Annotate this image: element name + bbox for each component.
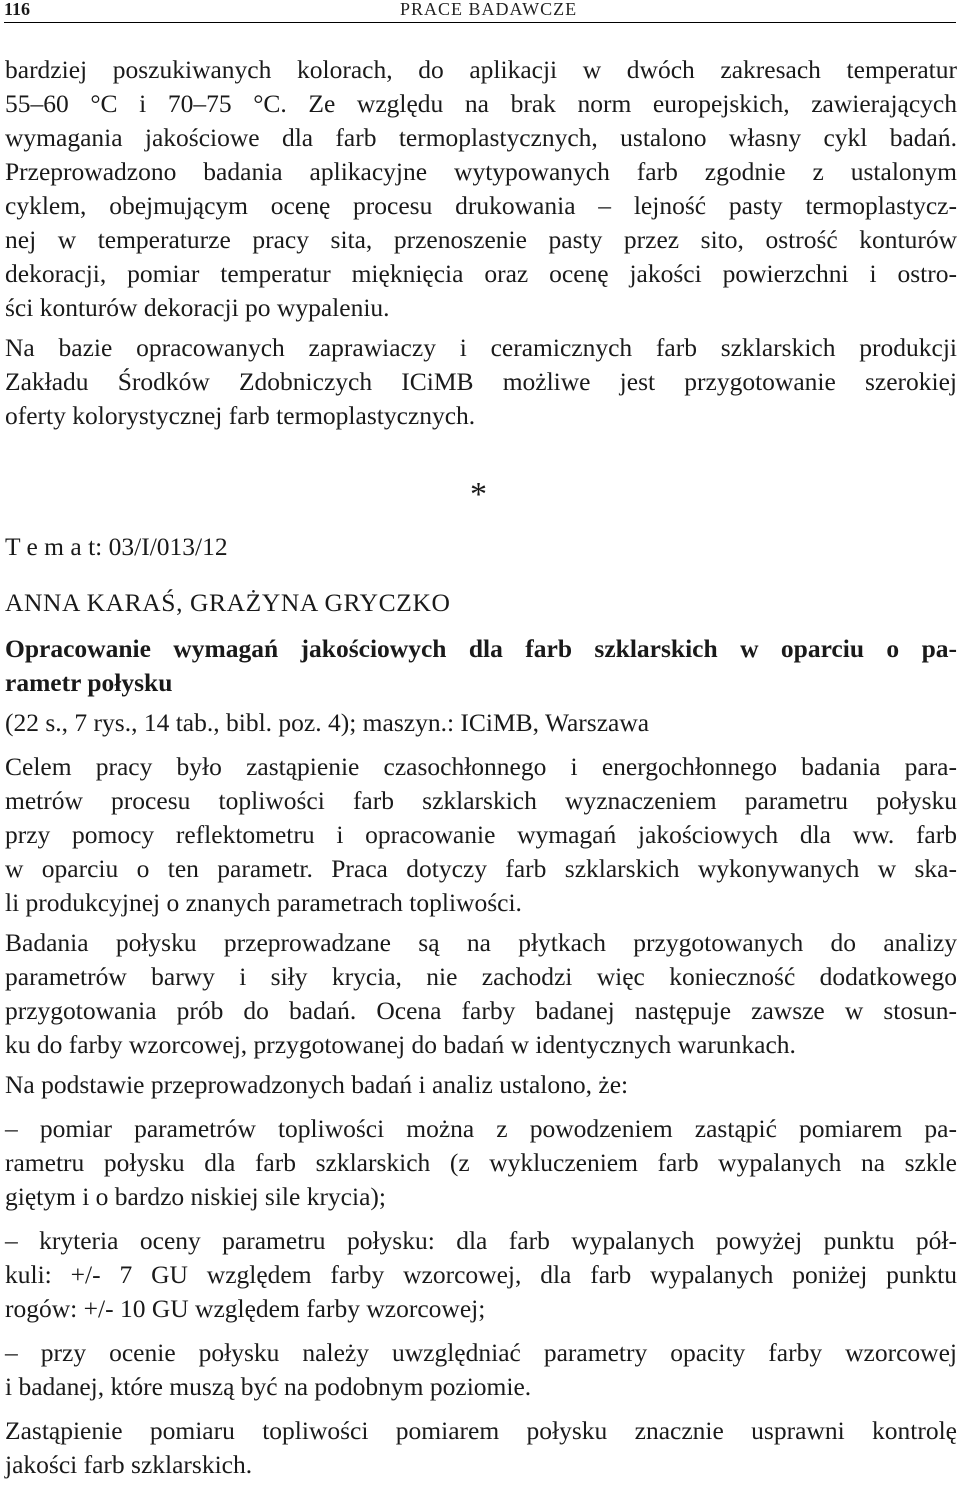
running-header — [4, 0, 956, 23]
text-line: oferty kolorystycznej farb termoplastycznych. — [5, 401, 476, 430]
text-line: jakości farb szklarskich. — [5, 1450, 253, 1479]
abstract-paragraph-1 — [5, 750, 957, 920]
text-line: Zastąpienie pomiaru topliwości pomiarem połysku znacznie usprawni kontrolę — [5, 1416, 957, 1445]
text-line: Badania połysku przeprowadzane są na płytkach przygotowanych do analizy — [5, 928, 957, 957]
text-line: Przeprowadzono badania aplikacyjne wytypowanych farb zgodnie z ustalonym — [5, 157, 957, 186]
text-line: metrów procesu topliwości farb szklarskich wyznaczeniem parametru połysku — [5, 786, 957, 815]
text-line: Celem pracy było zastąpienie czasochłonnego i energochłonnego badania para- — [5, 752, 957, 781]
text-line: – kryteria oceny parametru połysku: dla farb wypalanych powyżej punktu pół- — [5, 1226, 957, 1255]
text-line: przygotowania prób do badań. Ocena farby badanej następuje zawsze w stosun- — [5, 996, 957, 1025]
abstract-conclusion — [5, 1414, 957, 1482]
text-line: – przy ocenie połysku należy uwzględniać parametry opacity farby wzorcowej — [5, 1338, 957, 1367]
text-line: i badanej, które muszą być na podobnym poziomie. — [5, 1372, 532, 1401]
text-line: Na bazie opracowanych zaprawiaczy i ceramicznych farb szklarskich produkcji — [5, 333, 957, 362]
journal-title: PRACE BADAWCZE — [400, 0, 578, 19]
theme-code: T e m a t: 03/I/013/12 — [5, 532, 228, 561]
text-line: wymagania jakościowe dla farb termoplastycznych, ustalono własny cykl badań. — [5, 123, 957, 152]
text-line: bardziej poszukiwanych kolorach, do aplikacji w dwóch zakresach temperatur — [5, 55, 957, 84]
text-line: dekoracji, pomiar temperatur mięknięcia oraz ocenę jakości powierzchni i ostro- — [5, 259, 957, 288]
text-line: rametru połysku dla farb szklarskich (z wykluczeniem farb wypalanych na szkle — [5, 1148, 957, 1177]
finding-item-1 — [5, 1112, 957, 1214]
text-line: – pomiar parametrów topliwości można z powodzeniem zastąpić pomiarem pa- — [5, 1114, 957, 1143]
abstract-paragraph-3: Na podstawie przeprowadzonych badań i analiz ustalono, że: — [5, 1070, 629, 1099]
finding-item-2 — [5, 1224, 957, 1326]
article-summary — [5, 530, 957, 1482]
section-separator-asterisk: * — [470, 476, 487, 513]
bibliographic-note: (22 s., 7 rys., 14 tab., bibl. poz. 4); maszyn.: ICiMB, Warszawa — [5, 708, 650, 737]
continued-paragraph-2 — [5, 331, 957, 433]
text-line: Zakładu Środków Zdobniczych ICiMB możliwe jest przygotowanie szerokiej — [5, 367, 957, 396]
text-line: rogów: +/- 10 GU względem farby wzorcowej; — [5, 1294, 486, 1323]
page-number: 116 — [4, 0, 31, 19]
article-authors: ANNA KARAŚ, GRAŻYNA GRYCZKO — [5, 588, 451, 617]
text-line: nej w temperaturze pracy sita, przenoszenie pasty przez sito, ostrość konturów — [5, 225, 957, 254]
text-line: ku do farby wzorcowej, przygotowanej do badań w identycznych warunkach. — [5, 1030, 796, 1059]
text-line: parametrów barwy i siły krycia, nie zachodzi więc konieczność dodatkowego — [5, 962, 957, 991]
text-line: kuli: +/- 7 GU względem farby wzorcowej, dla farb wypalanych poniżej punktu — [5, 1260, 957, 1289]
finding-item-3 — [5, 1336, 957, 1404]
text-line: przy pomocy reflektometru i opracowanie wymagań jakościowych dla ww. farb — [5, 820, 957, 849]
text-line: 55–60 °C i 70–75 °C. Ze względu na brak norm europejskich, zawierających — [5, 89, 957, 118]
continued-text — [5, 53, 957, 433]
text-line: giętym i o bardzo niskiej sile krycia); — [5, 1182, 386, 1211]
text-line: cyklem, obejmującym ocenę procesu drukowania – lejność pasty termoplastycz- — [5, 191, 957, 220]
text-line: rametr połysku — [5, 668, 173, 697]
abstract-paragraph-2 — [5, 926, 957, 1062]
article-title — [5, 632, 957, 700]
text-line: w oparciu o ten parametr. Praca dotyczy farb szklarskich wykonywanych w ska- — [5, 854, 957, 883]
text-line: li produkcyjnej o znanych parametrach topliwości. — [5, 888, 522, 917]
continued-paragraph-1 — [5, 53, 957, 325]
text-line: ści konturów dekoracji po wypaleniu. — [5, 293, 390, 322]
abstract — [5, 750, 957, 1482]
text-line: Opracowanie wymagań jakościowych dla farb szklarskich w oparciu o pa- — [5, 634, 957, 663]
